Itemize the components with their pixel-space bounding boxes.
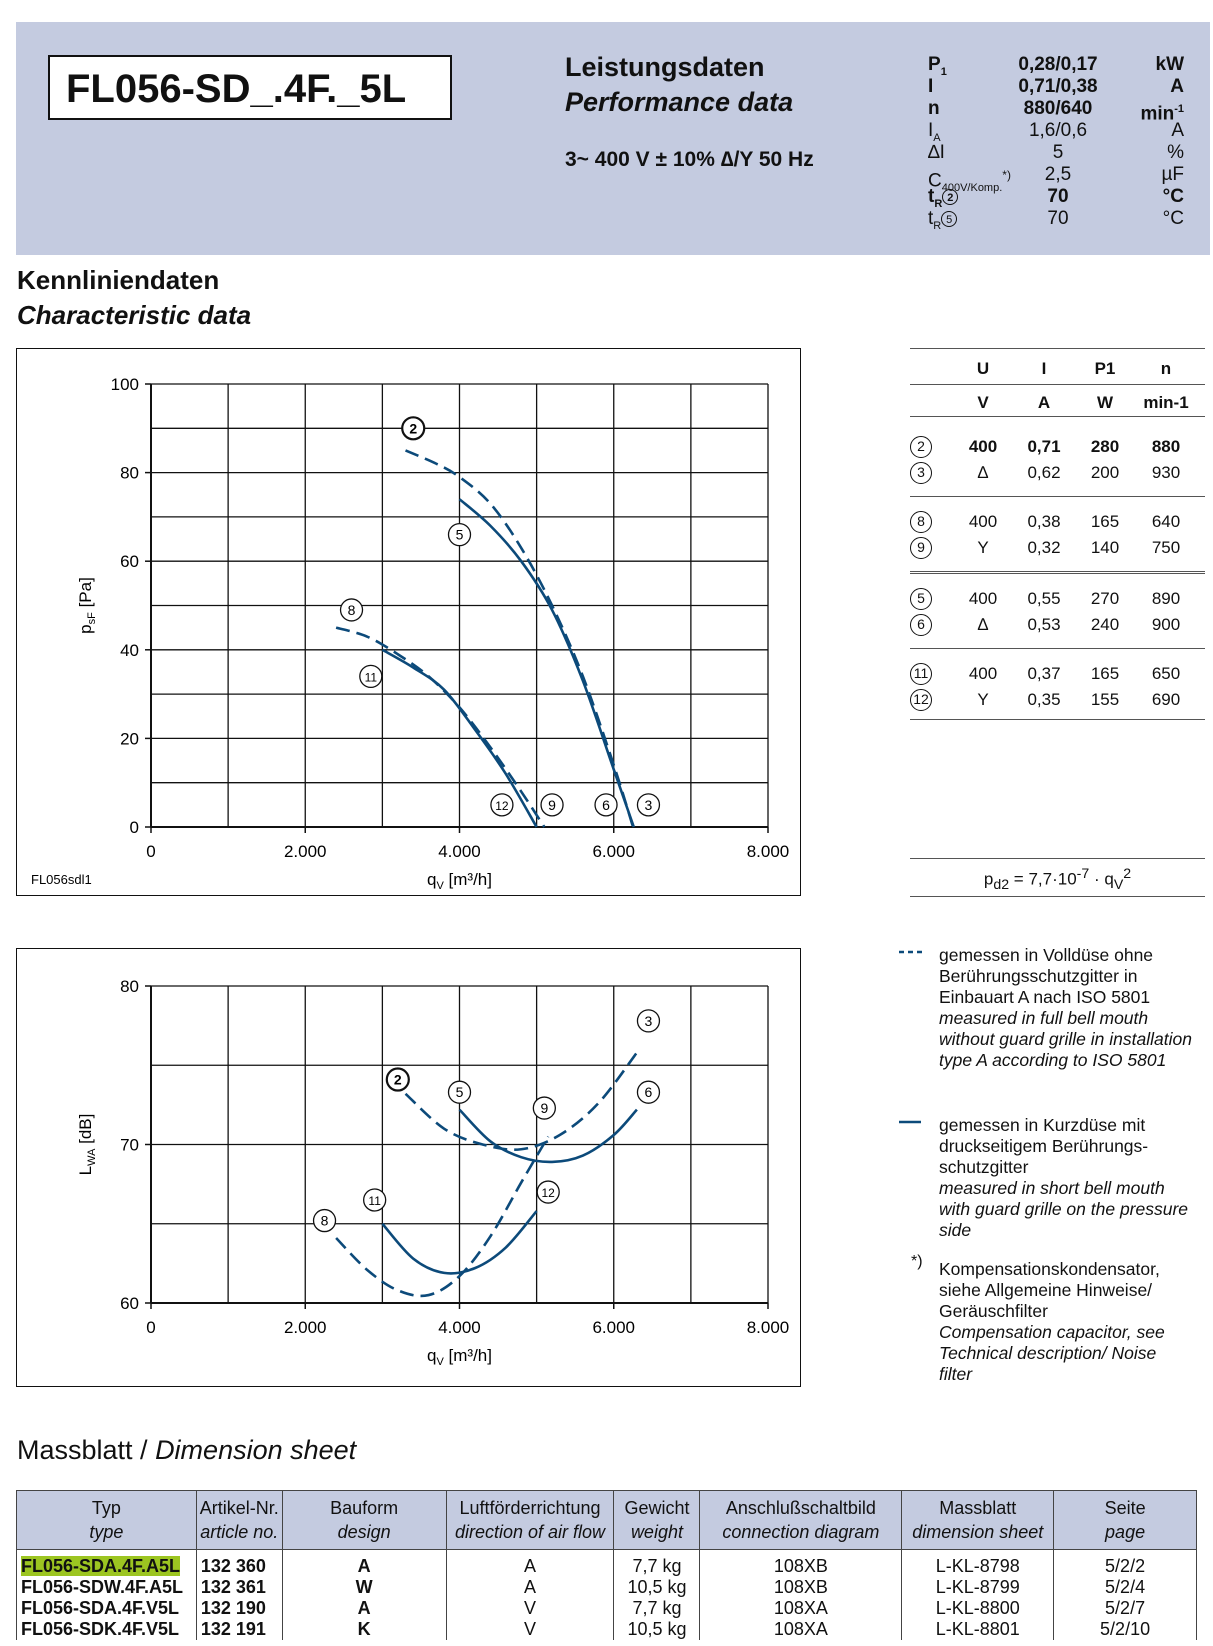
table-row — [17, 1577, 1197, 1598]
spec-symbol: $t_R$ 5 — [928, 208, 1008, 230]
table-cell: W — [1096, 393, 1114, 412]
spec-row — [928, 98, 1184, 125]
curve-label: 12 — [541, 1186, 555, 1201]
table-cell: FL056-SDA.4F.V5L — [17, 1598, 197, 1619]
circled-number: 6 — [910, 614, 932, 636]
spec-row — [928, 76, 1184, 98]
table-cell: 5/2/10 — [1054, 1619, 1197, 1640]
series-line-2 — [406, 1053, 637, 1150]
table-cell: FL056-SDA.4F.A5L — [17, 1550, 197, 1578]
table-cell: 690 — [1151, 690, 1181, 709]
spec-row — [928, 120, 1184, 142]
column-header: Bauform design — [282, 1491, 446, 1550]
table-cell: n — [1160, 359, 1172, 378]
spec-value: 70 — [1047, 186, 1069, 207]
table-row — [910, 586, 1205, 612]
curve-label: 5 — [455, 1084, 464, 1101]
table-cell: L-KL-8801 — [902, 1619, 1054, 1640]
table-cell: 400 — [968, 589, 998, 608]
y-axis-label: $L_{WA}$ [dB] — [76, 1113, 98, 1176]
table-cell: 900 — [1151, 615, 1181, 634]
performance-title-de: Leistungsdaten — [565, 52, 765, 82]
table-row — [910, 509, 1205, 535]
table-cell: 240 — [1090, 615, 1120, 634]
spec-value: 70 — [1047, 208, 1069, 229]
curve-label: 5 — [455, 526, 464, 543]
table-cell: A — [282, 1598, 446, 1619]
table-cell: L-KL-8799 — [902, 1577, 1054, 1598]
table-cell: 0,37 — [1027, 664, 1061, 683]
table-cell: L-KL-8798 — [902, 1550, 1054, 1578]
table-cell: A — [446, 1577, 614, 1598]
table-cell: 0,55 — [1027, 589, 1061, 608]
table-cell — [910, 588, 952, 610]
curve-label: 9 — [548, 796, 556, 813]
circled-number: 5 — [941, 211, 957, 227]
table-cell: 0,32 — [1027, 538, 1061, 557]
curve-label: 9 — [540, 1100, 549, 1117]
spec-list — [928, 54, 1184, 230]
curve-label: 8 — [320, 1212, 329, 1229]
series-line-2 — [406, 450, 634, 827]
circled-number: 11 — [910, 663, 932, 685]
table-cell: 108XA — [700, 1619, 902, 1640]
footnote-mark: *) — [911, 1253, 923, 1270]
curve-label: 2 — [409, 420, 418, 437]
spec-value: 0,71/0,38 — [1018, 76, 1098, 97]
dashed-line-icon — [897, 946, 927, 958]
table-rule — [910, 348, 1205, 349]
solid-line-icon — [897, 1116, 927, 1128]
y-tick-label: 20 — [120, 729, 139, 749]
table-cell: 7,7 kg — [614, 1550, 700, 1578]
column-header: Luftförderrichtung direction of air flow — [446, 1491, 614, 1550]
table-cell: 10,5 kg — [614, 1577, 700, 1598]
table-rule — [910, 858, 1205, 859]
spec-unit: A — [1171, 120, 1184, 141]
table-cell — [910, 614, 952, 636]
y-axis-label: $p_{sF}$ [Pa] — [76, 577, 98, 634]
dimension-table — [16, 1490, 1197, 1640]
curve-label: 3 — [644, 1012, 653, 1029]
table-cell: 640 — [1151, 512, 1181, 531]
table-cell: 650 — [1151, 664, 1181, 683]
table-cell: V — [446, 1598, 614, 1619]
table-cell: 0,35 — [1027, 690, 1061, 709]
y-tick-label: 100 — [110, 375, 139, 394]
spec-value: 880/640 — [1023, 98, 1093, 119]
circled-number: 9 — [910, 537, 932, 559]
table-cell: 0,38 — [1027, 512, 1061, 531]
table-cell: 132 190 — [196, 1598, 282, 1619]
curve-label: 8 — [347, 601, 356, 618]
x-tick-label: 0 — [146, 842, 156, 861]
table-cell: A — [282, 1550, 446, 1578]
table-cell: A — [446, 1550, 614, 1578]
y-tick-label: 60 — [120, 1294, 139, 1313]
table-rule — [910, 896, 1205, 897]
table-row — [17, 1619, 1197, 1640]
legend-dashed: gemessen in Volldüse ohne Berührungsschutzgitter in Einbauart A nach ISO 5801 measured in full bell mouth without guard grille in installation type A according to ISO 5801 — [939, 945, 1192, 1070]
x-axis-label: $q_V$ [m³/h] — [427, 870, 492, 892]
characteristic-title-de: Kennliniendaten — [17, 265, 220, 295]
y-tick-label: 70 — [120, 1135, 139, 1155]
table-row — [910, 535, 1205, 561]
table-cell: FL056-SDK.4F.V5L — [17, 1619, 197, 1640]
table-cell: 880 — [1151, 437, 1181, 456]
table-row — [910, 612, 1205, 638]
spec-symbol: $I_A$ — [928, 120, 941, 144]
dynamic-pressure-formula: $p_{d2} = 7,7\cdot 10^{-7} \cdot q_V^2$ — [983, 866, 1132, 894]
table-cell: A — [1037, 393, 1051, 412]
spec-symbol: ∆I — [928, 142, 945, 163]
table-cell: 165 — [1090, 664, 1120, 683]
table-cell — [910, 537, 952, 559]
pressure-chart — [17, 349, 802, 897]
spec-unit: $\min^{-1}$ — [1140, 103, 1184, 125]
y-tick-label: 40 — [120, 640, 139, 660]
spec-symbol: n — [928, 98, 940, 119]
spec-value: 5 — [1052, 142, 1064, 163]
spec-unit: % — [1167, 142, 1184, 163]
table-cell: 750 — [1151, 538, 1181, 557]
column-header: Gewicht weight — [614, 1491, 700, 1550]
table-row — [910, 386, 1205, 420]
table-cell: 400 — [968, 437, 998, 456]
table-cell: 155 — [1090, 690, 1120, 709]
table-cell: 140 — [1090, 538, 1120, 557]
chart-id: FL056sdl1 — [31, 872, 92, 887]
table-cell: 5/2/7 — [1054, 1598, 1197, 1619]
characteristic-title-en: Characteristic data — [17, 300, 252, 330]
sound-chart-frame — [16, 948, 801, 1387]
legend-footnote: Kompensationskondensator, siehe Allgemeine Hinweise/ Geräuschfilter Compensation capacitor, see Technical description/ Noise filter — [939, 1259, 1165, 1384]
table-row — [910, 661, 1205, 687]
spec-row — [928, 142, 1184, 164]
spec-symbol: $P_1$ — [928, 54, 947, 78]
table-cell: Y — [977, 690, 989, 709]
spec-value: 1,6/0,6 — [1028, 120, 1088, 141]
table-cell: 400 — [968, 664, 998, 683]
table-cell: I — [1041, 359, 1047, 378]
table-row — [17, 1550, 1197, 1578]
y-tick-label: 80 — [120, 463, 139, 483]
spec-row — [928, 186, 1184, 208]
series-line-5 — [460, 499, 634, 827]
x-tick-label: 0 — [146, 1318, 156, 1337]
table-cell: 930 — [1151, 463, 1181, 482]
table-cell: 7,7 kg — [614, 1598, 700, 1619]
supply-voltage: 3~ 400 V ± 10% ∆/Y 50 Hz — [565, 148, 814, 171]
table-cell: 132 361 — [196, 1577, 282, 1598]
circled-number: 2 — [910, 436, 932, 458]
circled-number: 8 — [910, 511, 932, 533]
table-cell: 10,5 kg — [614, 1619, 700, 1640]
column-header: Anschlußschaltbild connection diagram — [700, 1491, 902, 1550]
spec-symbol: I — [928, 76, 934, 97]
sound-chart — [17, 949, 802, 1388]
table-cell: min-1 — [1143, 393, 1189, 412]
y-tick-label: 60 — [120, 552, 139, 572]
y-tick-label: 0 — [129, 818, 139, 837]
curve-label: 6 — [602, 796, 610, 813]
table-row — [910, 434, 1205, 460]
spec-symbol: $C_{400V/Komp.}^{*)}$ — [928, 168, 1011, 195]
table-cell: 165 — [1090, 512, 1120, 531]
legend-solid: gemessen in Kurzdüse mit druckseitigem Berührungs-schutzgitter measured in short bell mouth with guard grille on the pressure side — [939, 1115, 1189, 1240]
column-header: Typ type — [17, 1491, 197, 1550]
curve-label: 11 — [368, 1193, 381, 1208]
table-cell: P1 — [1094, 359, 1116, 378]
table-cell — [910, 511, 952, 533]
table-cell — [910, 689, 952, 711]
x-tick-label: 8.000 — [746, 842, 790, 861]
curve-label: 6 — [644, 1084, 653, 1101]
table-row — [910, 460, 1205, 486]
y-tick-label: 80 — [120, 977, 139, 996]
spec-unit: °C — [1162, 208, 1184, 229]
table-cell: Y — [977, 538, 989, 557]
column-header: Massblatt dimension sheet — [902, 1491, 1054, 1550]
column-header: Artikel-Nr. article no. — [196, 1491, 282, 1550]
table-cell: 400 — [968, 512, 998, 531]
table-cell: ∆ — [977, 615, 989, 634]
performance-title-en: Performance data — [565, 87, 794, 117]
column-header: Seite page — [1054, 1491, 1197, 1550]
table-cell: L-KL-8800 — [902, 1598, 1054, 1619]
pressure-chart-frame — [16, 348, 801, 896]
table-cell: 890 — [1151, 589, 1181, 608]
table-cell — [910, 436, 952, 458]
circled-number: 2 — [942, 189, 958, 205]
table-cell: 200 — [1090, 463, 1120, 482]
x-tick-label: 8.000 — [746, 1318, 790, 1337]
curve-label: 3 — [644, 796, 653, 813]
spec-symbol: $t_R$ 2 — [928, 186, 1008, 208]
table-cell: 0,62 — [1027, 463, 1061, 482]
spec-value: 2,5 — [1044, 164, 1072, 185]
x-tick-label: 6.000 — [592, 842, 636, 861]
spec-row — [928, 164, 1184, 195]
x-tick-label: 2.000 — [283, 842, 327, 861]
table-cell: 5/2/4 — [1054, 1577, 1197, 1598]
table-cell: 108XB — [700, 1550, 902, 1578]
table-cell: 108XB — [700, 1577, 902, 1598]
curve-label: 11 — [364, 670, 378, 685]
table-row — [910, 687, 1205, 713]
table-cell: 108XA — [700, 1598, 902, 1619]
table-row — [17, 1598, 1197, 1619]
spec-unit: A — [1170, 76, 1184, 97]
x-axis-label: $q_V$ [m³/h] — [427, 1346, 492, 1368]
spec-row — [928, 54, 1184, 76]
circled-number: 3 — [910, 462, 932, 484]
dimension-title: Massblatt / Dimension sheet — [17, 1435, 357, 1465]
table-cell: U — [976, 359, 990, 378]
table-cell: W — [282, 1577, 446, 1598]
table-cell — [910, 462, 952, 484]
curve-label: 2 — [393, 1071, 402, 1088]
circled-number: 5 — [910, 588, 932, 610]
table-cell: 132 360 — [196, 1550, 282, 1578]
spec-row — [928, 208, 1184, 230]
curve-label: 12 — [495, 798, 509, 813]
table-cell — [910, 663, 952, 685]
series-line-8 — [336, 628, 544, 827]
spec-unit: kW — [1155, 54, 1184, 75]
table-cell: 132 191 — [196, 1619, 282, 1640]
table-cell: 270 — [1090, 589, 1120, 608]
table-cell: 0,71 — [1027, 437, 1061, 456]
table-row — [910, 352, 1205, 386]
table-cell: V — [446, 1619, 614, 1640]
table-cell: V — [977, 393, 989, 412]
spec-unit: µF — [1161, 164, 1184, 185]
x-tick-label: 4.000 — [438, 842, 481, 861]
table-cell: 5/2/2 — [1054, 1550, 1197, 1578]
table-cell: 280 — [1090, 437, 1120, 456]
table-cell: FL056-SDW.4F.A5L — [17, 1577, 197, 1598]
x-tick-label: 2.000 — [283, 1318, 327, 1337]
x-tick-label: 4.000 — [438, 1318, 481, 1337]
table-cell: 0,53 — [1027, 615, 1061, 634]
spec-value: 0,28/0,17 — [1018, 54, 1098, 75]
x-tick-label: 6.000 — [592, 1318, 636, 1337]
operating-points-table — [910, 352, 1205, 720]
spec-unit: °C — [1162, 186, 1184, 207]
table-cell: ∆ — [977, 463, 989, 482]
table-cell: K — [282, 1619, 446, 1640]
circled-number: 12 — [910, 689, 932, 711]
model-title: FL056-SD_.4F._5L — [48, 55, 452, 120]
